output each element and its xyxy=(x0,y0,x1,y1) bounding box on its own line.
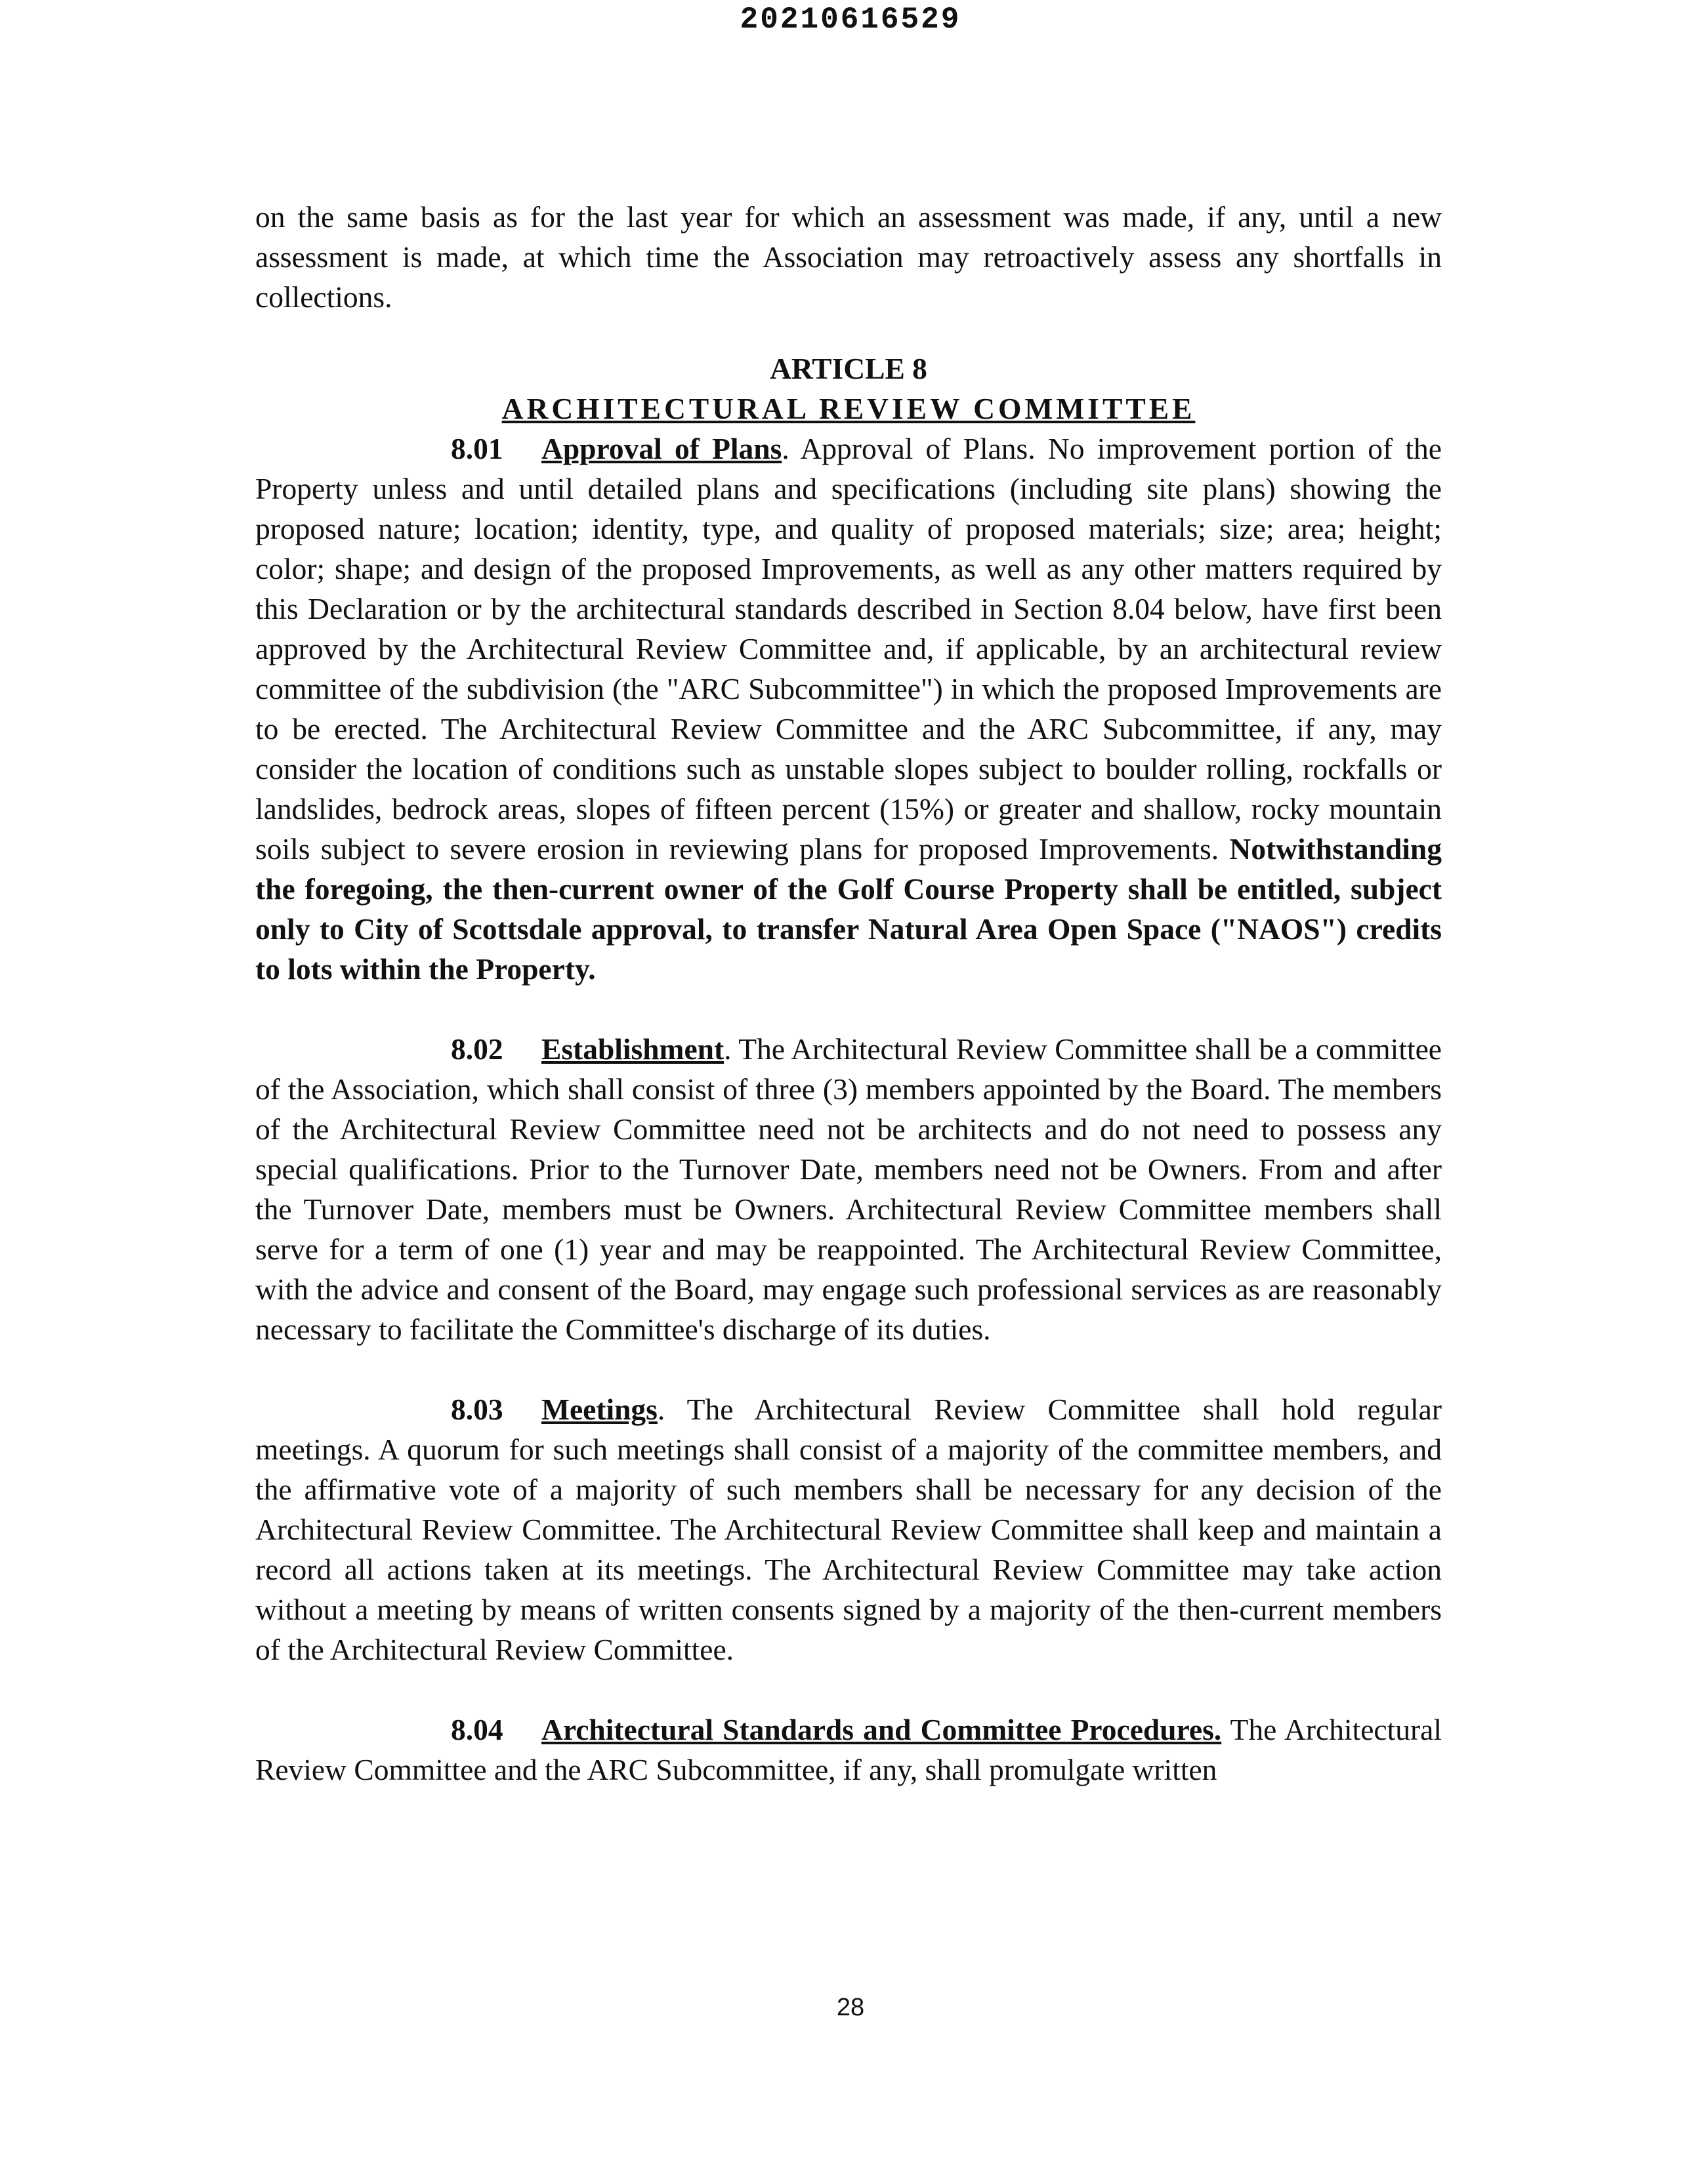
section-title: Meetings xyxy=(541,1393,658,1426)
section-bold-text: Notwithstanding the foregoing, the then-current owner of the Golf Course Property shall be entitled, subject only to City of Scottsdale approval, to transfer Natural Area Open Space ("NAOS") credits to lots within the Property. xyxy=(255,832,1442,986)
page-number: 28 xyxy=(836,1994,865,2021)
section-text: The Architectural Review Committee shall hold regular meetings. A quorum for such meetings shall consist of a majority of the committee members, and the affirmative vote of a majority of such members shall be necessary for any decision of the Architectural Review Committee. The Architectural Review Committee shall keep and maintain a record all actions taken at its meetings. The Architectural Review Committee may take action without a meeting by means of written consents signed by a majority of the then-current members of the Architectural Review Committee. xyxy=(255,1393,1442,1666)
section-number: 8.03 xyxy=(451,1393,503,1426)
section-text: Approval of Plans. No improvement portion of the Property unless and until detailed plans and specifications (including site plans) showing the proposed nature; location; identity, type, and quality of proposed materials; size; area; height; color; shape; and design of the proposed Improvements, as well as any other matters required by this Declaration or by the architectural standards described in Section 8.04 below, have first been approved by the Architectural Review Committee and, if applicable, by an architectural review committee of the subdivision (the "ARC Subcommittee") in which the proposed Improvements are to be erected. The Architectural Review Committee and the ARC Subcommittee, if any, may consider the location of conditions such as unstable slopes subject to boulder rolling, rockfalls or landslides, bedrock areas, slopes of fifteen percent (15%) or greater and shallow, rocky mountain soils subject to severe erosion in reviewing plans for proposed Improvements. xyxy=(255,432,1442,866)
section-title: Establishment xyxy=(541,1032,724,1066)
section-title-punct: . xyxy=(724,1032,732,1066)
page-body xyxy=(255,197,1442,1790)
section-number: 8.04 xyxy=(451,1713,503,1746)
section-number: 8.02 xyxy=(451,1032,503,1066)
section-text: The Architectural Review Committee and the ARC Subcommittee, if any, shall promulgate written xyxy=(255,1713,1442,1786)
section-title-punct: . xyxy=(782,432,789,465)
section-number: 8.01 xyxy=(451,432,503,465)
document-number: 20210616529 xyxy=(740,3,961,37)
article-number: ARTICLE 8 xyxy=(770,352,927,385)
intro-paragraph: on the same basis as for the last year for which an assessment was made, if any, until a new assessment is made, at which time the Association may retroactively assess any shortfalls in collections. xyxy=(255,200,1442,314)
section-8-03 xyxy=(255,1389,1442,1670)
section-title: Architectural Standards and Committee Procedures. xyxy=(541,1713,1222,1746)
section-8-01 xyxy=(255,429,1442,989)
article-title: ARCHITECTURAL REVIEW COMMITTEE xyxy=(501,392,1196,425)
section-title: Approval of Plans xyxy=(541,432,782,465)
section-8-02 xyxy=(255,1029,1442,1349)
section-title-punct: . xyxy=(657,1393,665,1426)
section-8-04 xyxy=(255,1710,1442,1790)
section-text: The Architectural Review Committee shall be a committee of the Association, which shall consist of three (3) members appointed by the Board. The members of the Architectural Review Committee need not be architects and do not need to possess any special qualifications. Prior to the Turnover Date, members need not be Owners. From and after the Turnover Date, members must be Owners. Architectural Review Committee members shall serve for a term of one (1) year and may be reappointed. The Architectural Review Committee, with the advice and consent of the Board, may engage such professional services as are reasonably necessary to facilitate the Committee's discharge of its duties. xyxy=(255,1032,1442,1346)
